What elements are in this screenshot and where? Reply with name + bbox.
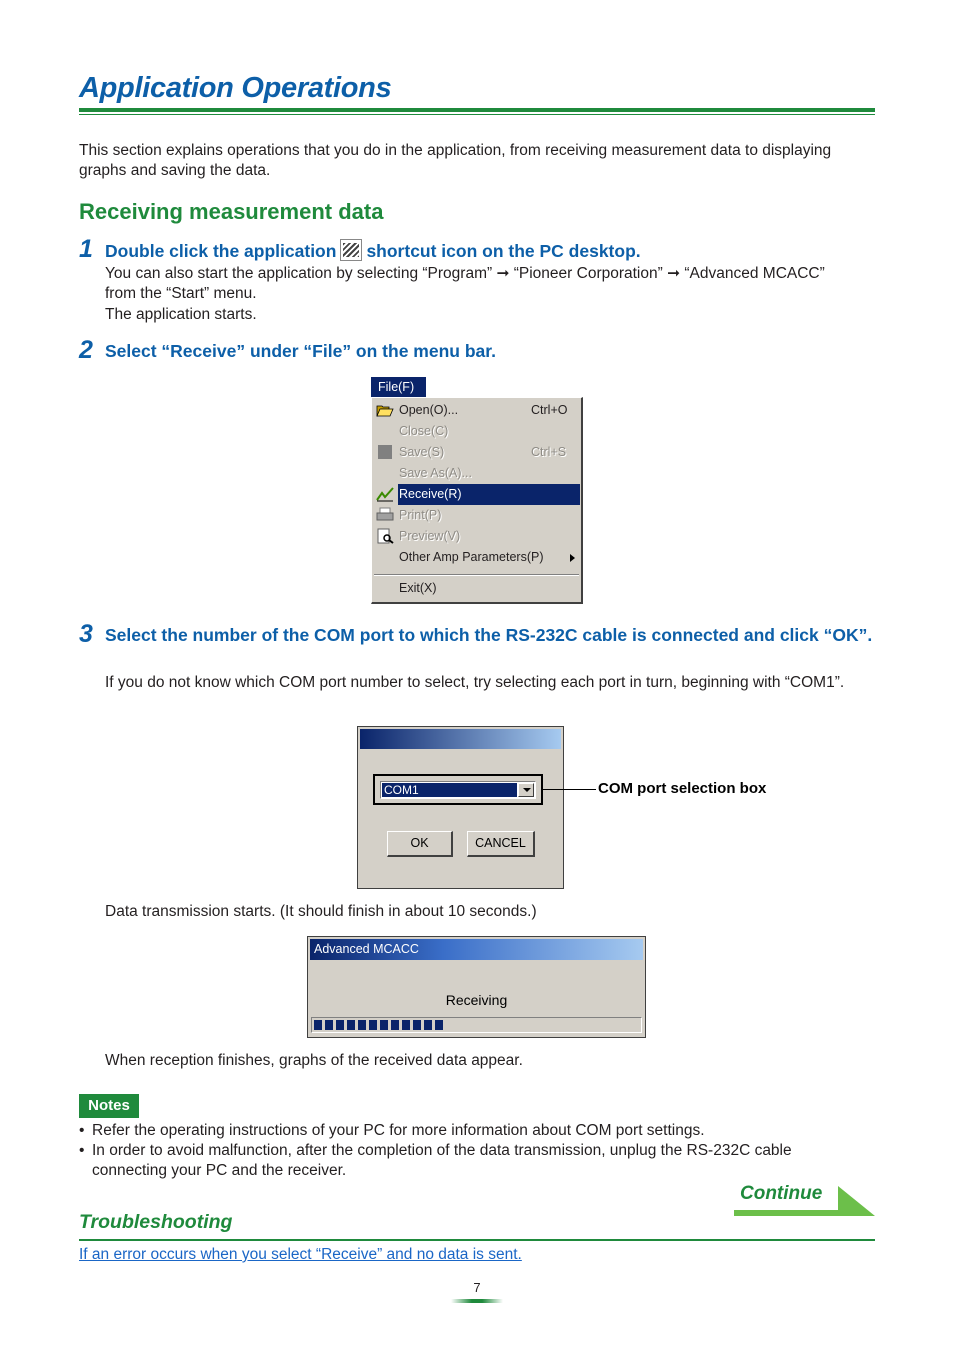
file-menu-dropdown [371,397,583,604]
step-2-heading: Select “Receive” under “File” on the menu bar. [105,341,496,361]
step-3-heading: Select the number of the COM port to which the RS-232C cable is connected and click “OK”. [105,625,873,645]
menu-item-preview[interactable]: Preview(V) [374,526,580,547]
receiving-dialog [307,936,646,1038]
callout-line [543,789,596,790]
step-1-number: 1 [79,235,93,263]
menu-separator [374,574,579,576]
title-rule-thin [79,114,875,115]
receiving-progress-fill [314,1020,445,1030]
troubleshooting-link[interactable]: If an error occurs when you select “Receive” and no data is sent. [79,1246,522,1263]
step-1-heading-part2: shortcut icon on the PC desktop. [366,241,641,261]
menu-item-other-amp-parameters[interactable]: Other Amp Parameters(P) [374,547,580,568]
step-1-body: You can also start the application by selecting “Program” ➞ “Pioneer Corporation” ➞ “Advanced MCACC” from the “Start” menu. [105,265,825,302]
com-port-highlight-frame [373,774,543,805]
troubleshooting-heading: Troubleshooting [79,1211,233,1233]
step-3-number: 3 [79,620,93,648]
page-title: Application Operations [79,72,392,104]
transmission-text: Data transmission starts. (It should finish in about 10 seconds.) [105,903,537,920]
notes-badge: Notes [79,1094,139,1118]
file-menu-screenshot [371,377,583,604]
com-dialog-titlebar [360,729,561,749]
reception-done-text: When reception finishes, graphs of the received data appear. [105,1052,523,1069]
cancel-button[interactable]: CANCEL [467,831,535,857]
title-rule [79,108,875,112]
ok-button[interactable]: OK [387,831,453,857]
receiving-dialog-title: Advanced MCACC [310,939,643,960]
com-port-callout: COM port selection box [598,780,767,797]
file-menu-title[interactable]: File(F) [371,377,426,397]
receive-graph-icon [376,486,394,502]
intro-paragraph: This section explains operations that you do in the application, from receiving measurement data to displaying graphs and saving the data. [79,142,832,179]
save-icon [376,444,394,460]
receiving-message: Receiving [445,992,508,1008]
preview-icon [376,528,394,544]
step-1-heading-part1: Double click the application [105,241,337,261]
menu-item-open[interactable]: Open(O)... Ctrl+O [374,400,580,421]
menu-item-close[interactable]: Close(C) [399,424,449,438]
page-number: 7 [473,1280,481,1295]
menu-item-receive[interactable]: Receive(R) [398,484,580,505]
submenu-arrow-icon [570,554,575,562]
troubleshooting-rule [79,1239,875,1241]
menu-item-exit[interactable]: Exit(X) [399,581,437,595]
menu-item-save-as[interactable]: Save As(A)... [399,466,472,480]
com-port-select[interactable] [380,781,536,799]
step-3-body: If you do not know which COM port number to select, try selecting each port in turn, beginning with “COM1”. [105,674,845,691]
section-heading: Receiving measurement data [79,199,384,224]
com-port-dialog [357,726,564,889]
folder-open-icon [376,402,394,418]
page-number-bar [451,1299,503,1303]
step-2-number: 2 [79,336,93,364]
receiving-progress-bar [311,1017,642,1033]
menu-item-print[interactable]: Print(P) [374,505,580,526]
app-shortcut-icon [340,239,362,261]
step-1-heading [105,239,865,262]
printer-icon [376,507,394,523]
note-item: • In order to avoid malfunction, after the completion of the data transmission, unplug the RS-232C cable connecting your PC and the receiver. [79,1141,869,1181]
continue-label: Continue [740,1183,823,1204]
chevron-down-icon[interactable] [518,783,534,797]
notes-list [79,1121,869,1181]
com-port-value: COM1 [382,783,517,797]
step-1-result: The application starts. [105,306,257,323]
note-item: • Refer the operating instructions of your PC for more information about COM port settings. [79,1121,869,1141]
menu-item-save[interactable]: Save(S) Ctrl+S [374,442,580,463]
